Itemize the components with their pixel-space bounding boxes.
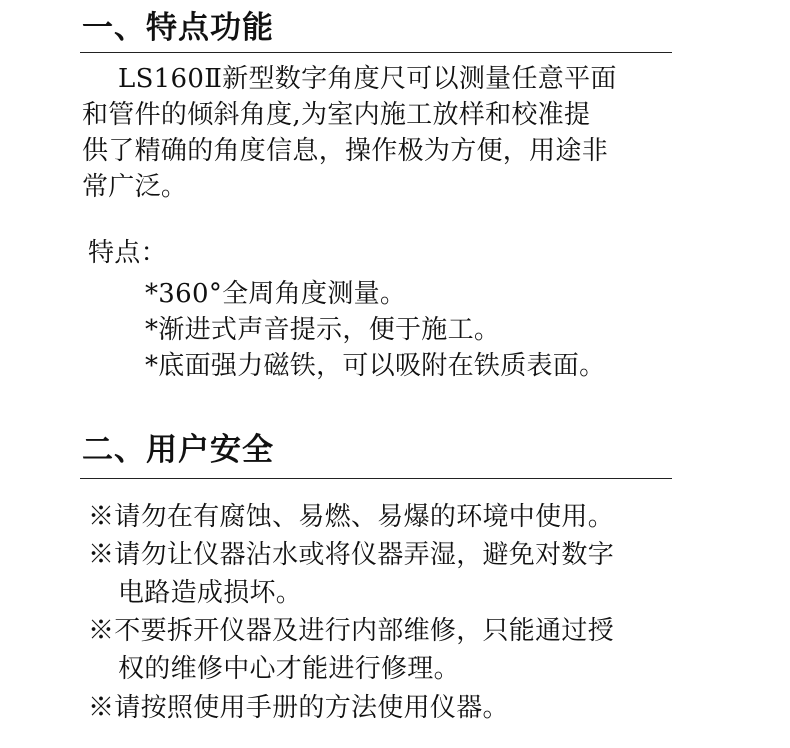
intro-line-1: LS160Ⅱ新型数字角度尺可以测量任意平面 <box>118 64 617 94</box>
feature-item: *360°全周角度测量。 <box>145 279 407 309</box>
safety-item: ※请勿在有腐蚀、易燃、易爆的环境中使用。 <box>88 502 615 532</box>
safety-item: ※不要拆开仪器及进行内部维修，只能通过授 <box>88 616 615 646</box>
intro-line-2: 和管件的倾斜角度,为室内施工放样和校准提 <box>82 100 591 130</box>
section-heading-features: 一、特点功能 <box>82 10 274 46</box>
intro-line-4: 常广泛。 <box>82 172 188 202</box>
feature-item: *底面强力磁铁，可以吸附在铁质表面。 <box>145 351 606 381</box>
safety-item: ※请按照使用手册的方法使用仪器。 <box>88 693 509 723</box>
features-label: 特点： <box>88 238 167 268</box>
section-heading-safety: 二、用户安全 <box>82 432 274 468</box>
safety-item-continued: 权的维修中心才能进行修理。 <box>118 654 460 684</box>
intro-line-3: 供了精确的角度信息，操作极为方便，用途非 <box>82 136 609 166</box>
safety-item-continued: 电路造成损坏。 <box>118 578 303 608</box>
heading-underline <box>80 52 672 53</box>
safety-item: ※请勿让仪器沾水或将仪器弄湿，避免对数字 <box>88 540 615 570</box>
heading-underline <box>80 478 672 479</box>
feature-item: *渐进式声音提示，便于施工。 <box>145 315 501 345</box>
